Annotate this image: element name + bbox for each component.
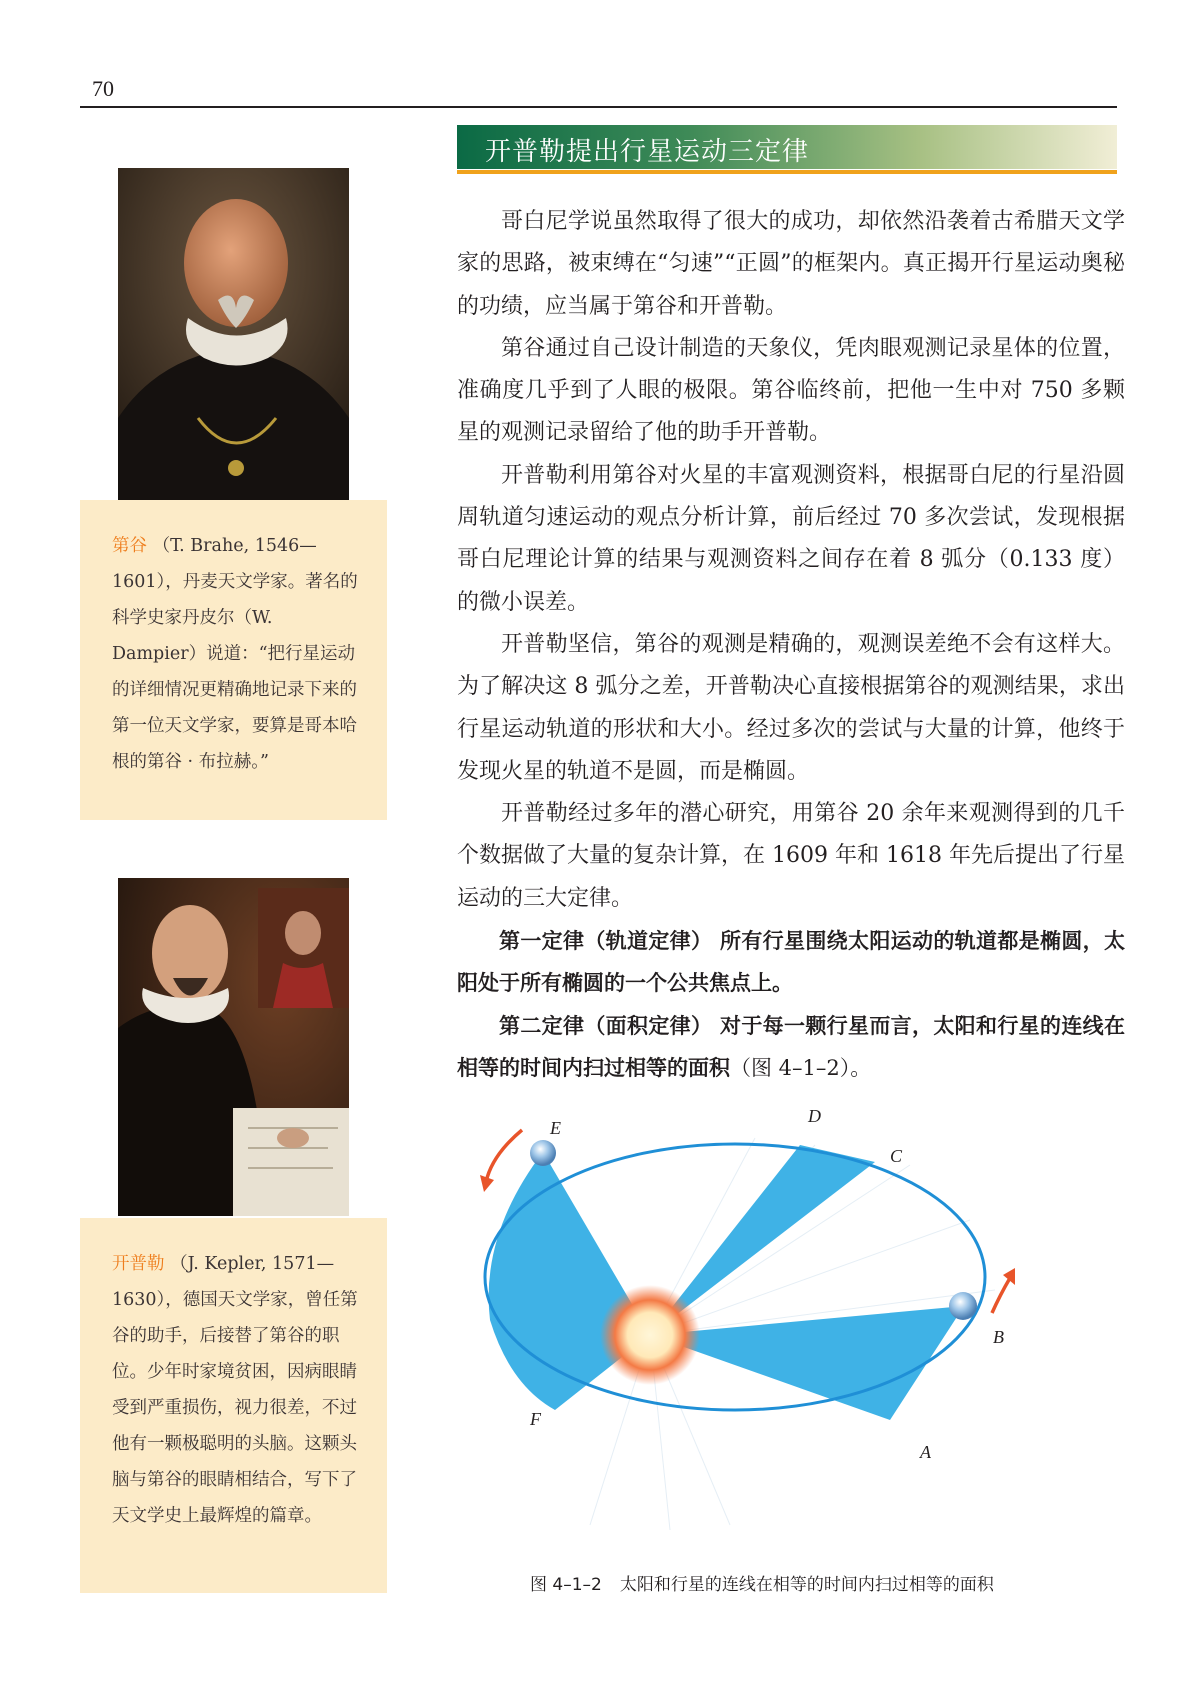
planet-b (949, 1292, 977, 1320)
page-number: 70 (92, 76, 114, 101)
main-text (457, 201, 1125, 1089)
tycho-caption-text: （T. Brahe, 1546—1601），丹麦天文学家。著名的科学史家丹皮尔（W. Dampier）说道：“把行星运动的详细情况更精确地记录下来的第一位天文学家，要算是哥本哈根的第谷 · 布拉赫。” (112, 536, 358, 772)
label-c: C (890, 1146, 903, 1166)
label-e: E (550, 1118, 561, 1138)
section-header-underline (457, 170, 1117, 174)
paragraph: 开普勒坚信，第谷的观测是精确的，观测误差绝不会有这样大。为了解决这 8 弧分之差，开普勒决心直接根据第谷的观测结果，求出行星运动轨道的形状和大小。经过多次的尝试与大量的计算，他终于发现火星的轨道不是圆，而是椭圆。 (457, 631, 1125, 784)
first-law: 第一定律（轨道定律） 所有行星围绕太阳运动的轨道都是椭圆，太阳处于所有椭圆的一个公共焦点上。 (457, 929, 1125, 996)
tycho-portrait (118, 168, 349, 500)
tycho-caption-box (80, 500, 387, 820)
paragraph: 开普勒经过多年的潜心研究，用第谷 20 余年来观测得到的几千个数据做了大量的复杂计算，在 1609 年和 1618 年先后提出了行星运动的三大定律。 (457, 801, 1125, 911)
motion-arrow-left (486, 1130, 522, 1182)
kepler-portrait (118, 878, 349, 1216)
figure-caption (530, 1570, 994, 1595)
tycho-caption-name: 第谷 (112, 536, 147, 556)
label-b: B (993, 1327, 1004, 1347)
motion-arrow-right (992, 1278, 1010, 1313)
figure-caption-text: 太阳和行星的连线在相等的时间内扫过相等的面积 (619, 1575, 994, 1595)
second-law-ref: （图 4–1–2）。 (730, 1055, 872, 1080)
section-title: 开普勒提出行星运动三定律 (485, 137, 810, 167)
label-f: F (530, 1409, 541, 1429)
label-a: A (920, 1442, 931, 1462)
figure-caption-number: 图 4–1–2 (530, 1575, 602, 1595)
orbit-figure (470, 1106, 1070, 1540)
second-law-bold: 第二定律（面积定律） 对于每一颗行星而言，太阳和行星的连线在相等的时间内扫过相等的面积 (457, 1013, 1125, 1080)
paragraph: 哥白尼学说虽然取得了很大的成功，却依然沿袭着古希腊天文学家的思路，被束缚在“匀速”“正圆”的框架内。真正揭开行星运动奥秘的功绩，应当属于第谷和开普勒。 (457, 209, 1125, 319)
paragraph: 第谷通过自己设计制造的天象仪，凭肉眼观测记录星体的位置，准确度几乎到了人眼的极限。第谷临终前，把他一生中对 750 多颗星的观测记录留给了他的助手开普勒。 (457, 335, 1125, 446)
paragraph: 开普勒利用第谷对火星的丰富观测资料，根据哥白尼的行星沿圆周轨道匀速运动的观点分析计算，前后经过 70 多次尝试，发现根据哥白尼理论计算的结果与观测资料之间存在着 8 弧分（0.133 度）的微小误差。 (457, 462, 1125, 615)
kepler-caption-text: （J. Kepler, 1571—1630），德国天文学家，曾任第谷的助手，后接替了第谷的职位。少年时家境贫困，因病眼睛受到严重损伤，视力很差，不过他有一颗极聪明的头脑。这颗头脑与第谷的眼睛相结合，写下了天文学史上最辉煌的篇章。 (112, 1254, 358, 1526)
kepler-caption-box (80, 1218, 387, 1593)
second-law (457, 1005, 1125, 1090)
kepler-caption-name: 开普勒 (112, 1254, 165, 1274)
sun (600, 1285, 700, 1385)
top-rule (80, 106, 1117, 108)
planet-e (530, 1140, 556, 1166)
label-d: D (808, 1106, 821, 1126)
